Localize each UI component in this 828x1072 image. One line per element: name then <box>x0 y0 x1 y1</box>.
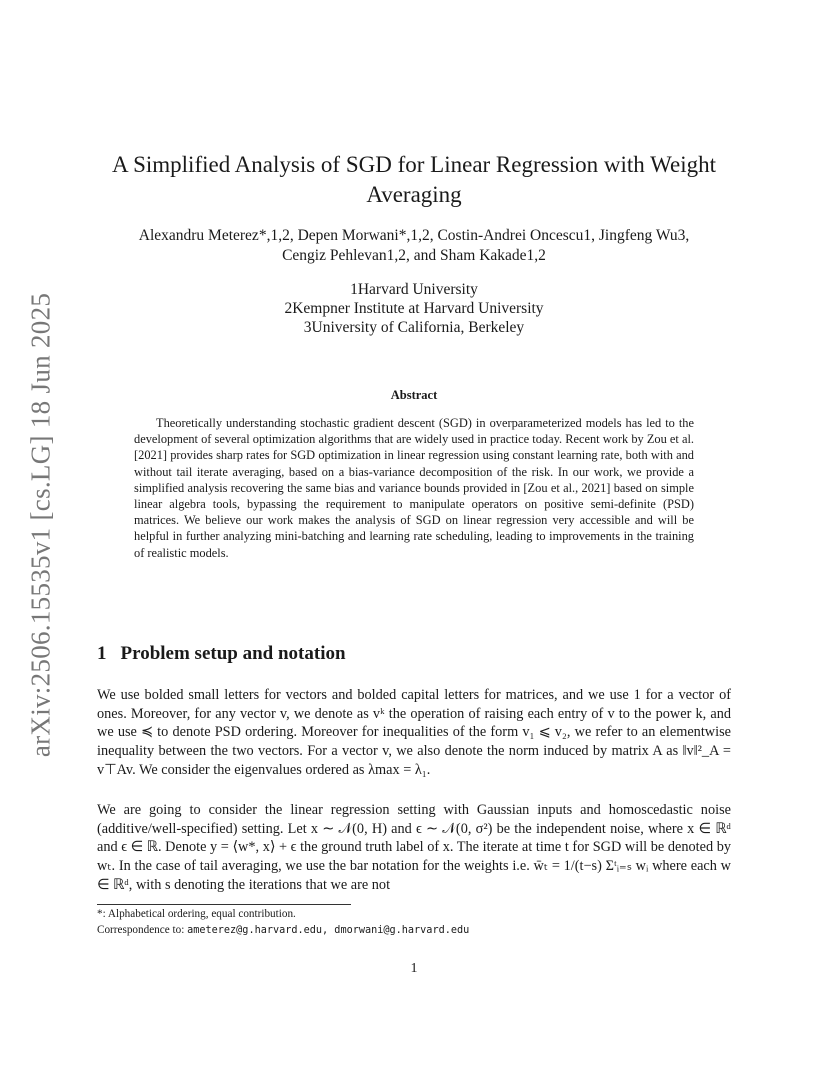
section-title: Problem setup and notation <box>120 643 346 664</box>
body-paragraph-1: We use bolded small letters for vectors and bolded capital letters for matrices, and we use 1 for a vector of ones. Moreover, for any vector v, we denote as vᵏ the operation of raising each entry of v to the power k, and we use ≼ to denote PSD ordering. Moreover for inequalities of the form v₁ ⩽ v₂, we refer to an elementwise inequality between the two vectors. For a vector v, we also denote the norm induced by matrix A as ‖v‖²_A = v⊤Av. We consider the eigenvalues ordered as λmax = λ₁. <box>97 687 731 778</box>
author-line-1: Alexandru Meterez*,1,2, Depen Morwani*,1,2, Costin-Andrei Oncescu1, Jingfeng Wu3, <box>138 227 690 244</box>
author-line-2: Cengiz Pehlevan1,2, and Sham Kakade1,2 <box>282 247 546 264</box>
arxiv-identifier-text: arXiv:2506.15535v1 [cs.LG] 18 Jun 2025 <box>25 292 56 758</box>
page-number: 1 <box>410 961 418 976</box>
abstract-heading: Abstract <box>390 388 438 402</box>
section-number: 1 <box>97 643 107 664</box>
affiliation-2: 2Kempner Institute at Harvard University <box>284 300 544 317</box>
footnote-equal-contribution: *: Alphabetical ordering, equal contribution. <box>97 908 296 920</box>
paper-title: A Simplified Analysis of SGD for Linear Regression with Weight Averaging <box>112 152 716 207</box>
section-heading <box>97 643 346 665</box>
correspondence-emails: ameterez@g.harvard.edu, dmorwani@g.harvard.edu <box>187 925 470 936</box>
affiliation-3: 3University of California, Berkeley <box>303 319 525 336</box>
author-list <box>90 226 738 266</box>
correspondence-label: Correspondence to: <box>97 924 185 936</box>
abstract-body: Theoretically understanding stochastic gradient descent (SGD) in overparameterized models has led to the development of several optimization algorithms that are widely used in practice today. Recent work by Zou et al. [2021] provides sharp rates for SGD optimization in linear regression using constant learning rate, both with and without tail iterate averaging, based on a bias-variance decomposition of the risk. In our work, we provide a simplified analysis recovering the same bias and variance bounds provided in [Zou et al., 2021] based on simple linear algebra tools, bypassing the requirement to manipulate operators on positive semi-definite (PSD) matrices. We believe our work makes the analysis of SGD on linear regression very accessible and will be helpful in further analyzing mini-batching and learning rate scheduling, leading to improvements in the training of realistic models. <box>134 416 694 560</box>
footnote-rule <box>97 904 351 905</box>
footnote-correspondence <box>97 924 469 936</box>
body-paragraph-2: We are going to consider the linear regression setting with Gaussian inputs and homoscedastic noise (additive/well-specified) setting. Let x ∼ 𝒩(0, H) and ϵ ∼ 𝒩(0, σ²) be the independent noise, where x ∈ ℝᵈ and ϵ ∈ ℝ. Denote y = ⟨w*, x⟩ + ϵ the ground truth label of x. The iterate at time t for SGD will be denoted by wₜ. In the case of tail averaging, we use the bar notation for the weights i.e. w̄ₜ = 1/(t−s) Σᵗᵢ₌ₛ wᵢ where each w ∈ ℝᵈ, with s denoting the iterations that we are not <box>97 802 731 893</box>
affiliations <box>90 280 738 337</box>
affiliation-1: 1Harvard University <box>350 281 478 298</box>
arxiv-identifier-sidebar <box>19 292 63 758</box>
